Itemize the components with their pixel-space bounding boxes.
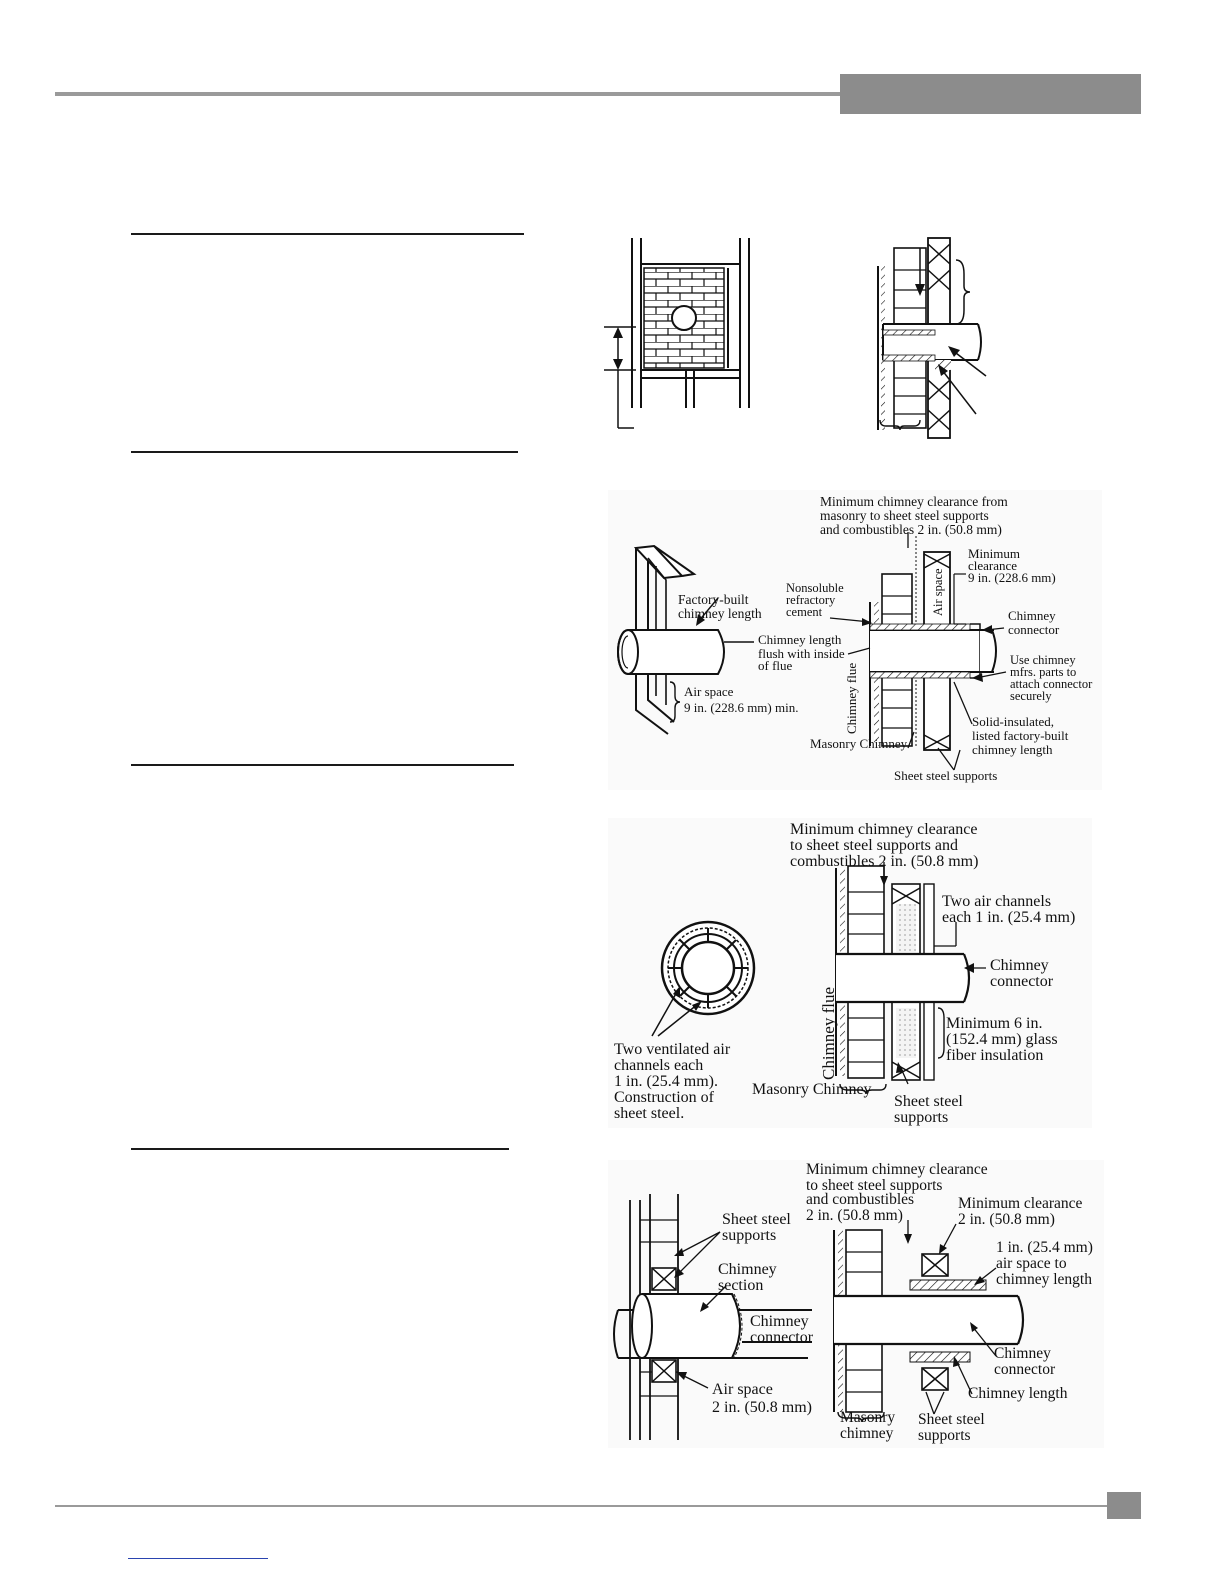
- figure-3: [608, 818, 1092, 1128]
- fig4-sheet-steel-supports-right: Sheet steel supports: [918, 1411, 985, 1444]
- fig2-chimney-flue-vertical: Chimney flue: [844, 662, 859, 734]
- fig3-ring-icon: [652, 922, 754, 1036]
- fig4-top-text: Minimum chimney clearance to sheet steel supports and combustibles 2 in. (50.8 mm): [806, 1161, 988, 1224]
- fig3-ventilated: Two ventilated air channels each 1 in. (25.4 mm). Construction of sheet steel.: [614, 1041, 731, 1122]
- fig2-min-clearance: Minimum clearance 9 in. (228.6 mm): [968, 546, 1056, 585]
- fig3-two-air-channels: Two air channels each 1 in. (25.4 mm): [942, 893, 1076, 926]
- fig2-use-chimney: Use chimney mfrs. parts to attach connector securely: [1010, 653, 1093, 703]
- footer-link-underline[interactable]: [128, 1558, 268, 1559]
- figure-4-diagram: [608, 1160, 1104, 1448]
- fig4-min-clearance: Minimum clearance 2 in. (50.8 mm): [958, 1195, 1083, 1228]
- page-number-box: [1107, 1492, 1141, 1519]
- fig3-masonry-chimney: Masonry Chimney: [752, 1081, 872, 1098]
- fig3-chimney-flue-vertical: Chimney flue: [819, 986, 838, 1080]
- fig4-chimney-connector-right: Chimney connector: [994, 1345, 1056, 1378]
- fig2-top-text: Minimum chimney clearance from masonry to sheet steel supports and combustibles 2 in. (50.8 mm): [820, 494, 1008, 537]
- figure-2-diagram: [608, 490, 1102, 790]
- figure-1-diagram: [590, 230, 1010, 445]
- fig3-minimum-insulation: Minimum 6 in. (152.4 mm) glass fiber insulation: [946, 1015, 1058, 1064]
- fig2-chimney-connector: Chimney connector: [1008, 608, 1060, 637]
- figure-3-diagram: [608, 818, 1092, 1128]
- section-rule-4: [131, 1148, 509, 1150]
- wall-elevation: [604, 238, 749, 428]
- fig2-solid-insulated: Solid-insulated, listed factory-built chimney length: [972, 714, 1069, 757]
- fig2-chimney-length-flush: Chimney length flush with inside of flue: [758, 632, 845, 673]
- fig2-factory-built: Factory-built chimney length: [678, 592, 762, 621]
- fig2-sheet-steel-supports: Sheet steel supports: [894, 768, 998, 783]
- header-tab: [840, 74, 1141, 114]
- fig4-air-space-to-length: 1 in. (25.4 mm) air space to chimney length: [996, 1239, 1093, 1288]
- footer-rule: [55, 1505, 1107, 1507]
- fig4-chimney-connector-left: Chimney connector: [750, 1313, 814, 1346]
- header-rule: [55, 92, 845, 96]
- fig4-masonry-chimney: Masonry chimney: [840, 1409, 896, 1442]
- fig2-masonry-chimney: Masonry Chimney: [810, 736, 908, 751]
- fig4-chimney-length: Chimney length: [968, 1385, 1068, 1402]
- figure-4: [608, 1160, 1104, 1448]
- fig3-sheet-steel-supports: Sheet steel supports: [894, 1093, 963, 1126]
- fig3-chimney-connector: Chimney connector: [990, 957, 1054, 990]
- fig3-top-text: Minimum chimney clearance to sheet steel supports and combustibles 2 in. (50.8 mm): [790, 821, 979, 870]
- figure-2: [608, 490, 1102, 790]
- section-rule-3: [131, 764, 514, 766]
- section-rule-1: [131, 233, 524, 235]
- fig2-nonsoluble: Nonsoluble refractory cement: [786, 581, 844, 619]
- fig4-sheet-steel-supports-left: Sheet steel supports: [722, 1211, 791, 1244]
- fig4-chimney-section: Chimney section: [718, 1261, 777, 1294]
- section-rule-2: [131, 451, 518, 453]
- fig2-air-space-vertical: Air space: [931, 568, 945, 616]
- wall-section: [878, 238, 986, 438]
- fig4-air-space-left: Air space 2 in. (50.8 mm): [712, 1381, 812, 1416]
- fig2-air-space-left: Air space 9 in. (228.6 mm) min.: [684, 684, 799, 715]
